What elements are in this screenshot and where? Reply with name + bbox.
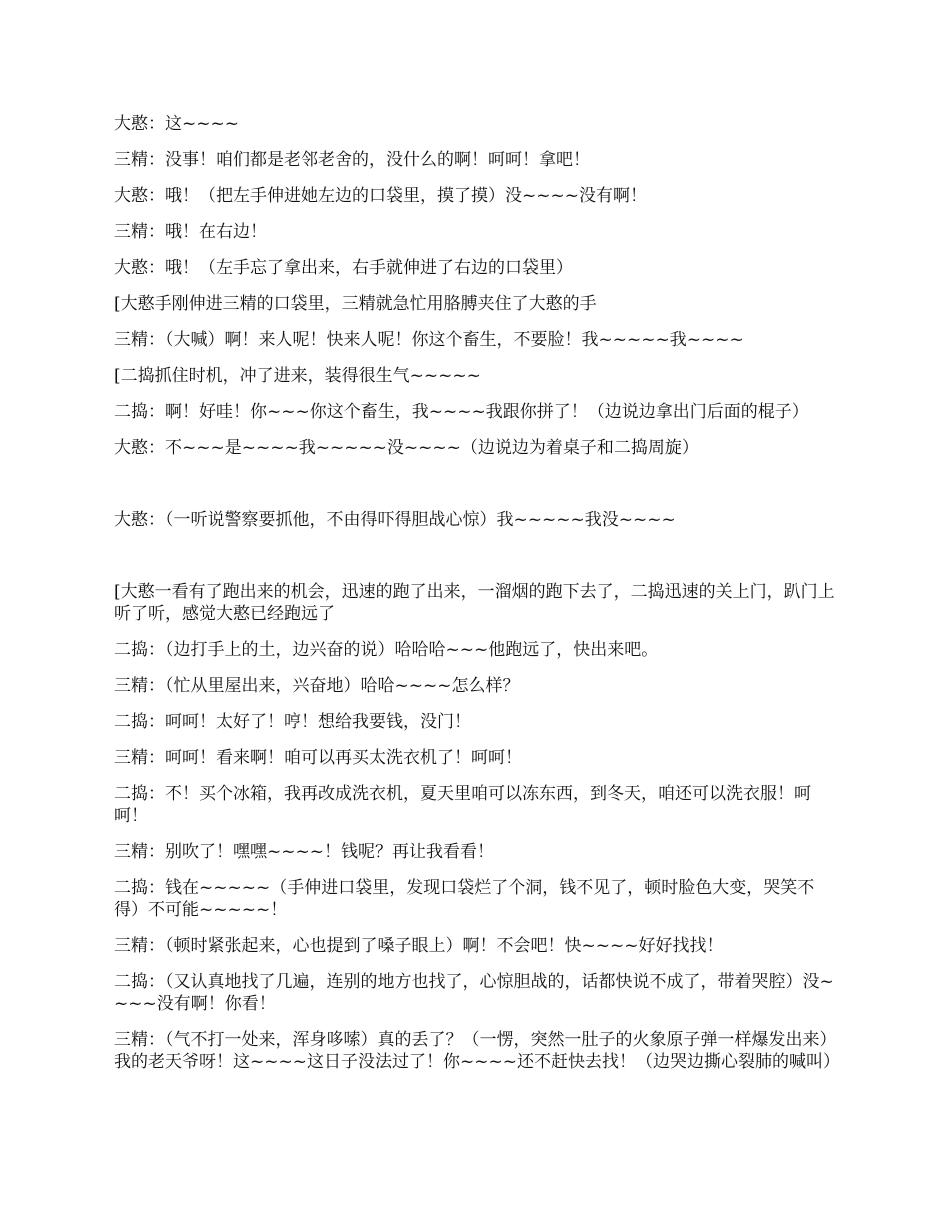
stage-direction: [二捣抓住时机，冲了进来，装得很生气~~~~~ bbox=[114, 366, 481, 386]
dialogue-line: 三精：呵呵！看来啊！咱可以再买太洗衣机了！呵呵！ bbox=[114, 748, 522, 768]
dialogue-line: 大憨：（一听说警察要抓他，不由得吓得胆战心惊）我~~~~~我没~~~~ bbox=[114, 510, 676, 530]
dialogue-line: 二捣：（又认真地找了几遍，连别的地方也找了，心惊胆战的，话都快说不成了，带着哭腔）没~~~~没有啊！你看！ bbox=[114, 972, 834, 1014]
dialogue-line: 大憨：哦！（把左手伸进她左边的口袋里，摸了摸）没~~~~没有啊！ bbox=[114, 186, 647, 206]
dialogue-line: 三精：（忙从里屋出来，兴奋地）哈哈~~~~怎么样？ bbox=[114, 676, 520, 696]
blank-gap bbox=[114, 473, 838, 509]
dialogue-line: 三精：哦！在右边！ bbox=[114, 222, 267, 242]
dialogue-line: 二捣：钱在~~~~~（手伸进口袋里，发现口袋烂了个洞，钱不见了，顿时脸色大变，哭笑不得）不可能~~~~~！ bbox=[114, 878, 815, 920]
script-body bbox=[114, 113, 838, 1087]
dialogue-line: 二捣：不！买个冰箱，我再改成洗衣机，夏天里咱可以冻东西，到冬天，咱还可以洗衣服！呵呵！ bbox=[114, 784, 811, 826]
dialogue-line: 大憨：这~~~~ bbox=[114, 114, 239, 134]
dialogue-line: 三精：别吹了！嘿嘿~~~~！钱呢？再让我看看！ bbox=[114, 842, 494, 862]
dialogue-line: 三精：没事！咱们都是老邻老舍的，没什么的啊！呵呵！拿吧！ bbox=[114, 150, 590, 170]
blank-gap bbox=[114, 545, 838, 581]
dialogue-line: 大憨：哦！（左手忘了拿出来，右手就伸进了右边的口袋里） bbox=[114, 258, 573, 278]
dialogue-line: 二捣：（边打手上的土，边兴奋的说）哈哈哈~~~他跑远了，快出来吧。 bbox=[114, 640, 659, 660]
dialogue-line: 大憨：不~~~是~~~~我~~~~~没~~~~（边说边为着桌子和二捣周旋） bbox=[114, 438, 699, 458]
dialogue-line: 三精：（顿时紧张起来，心也提到了嗓子眼上）啊！不会吧！快~~~~好好找找！ bbox=[114, 936, 724, 956]
stage-direction: [大憨一看有了跑出来的机会，迅速的跑了出来，一溜烟的跑下去了，二捣迅速的关上门，趴门上听了听，感觉大憨已经跑远了 bbox=[114, 582, 835, 624]
dialogue-line: 二捣：啊！好哇！你~~~你这个畜生，我~~~~我跟你拼了！（边说边拿出门后面的棍子） bbox=[114, 402, 809, 422]
dialogue-line: 三精：（大喊）啊！来人呢！快来人呢！你这个畜生，不要脸！我~~~~~我~~~~ bbox=[114, 330, 744, 350]
stage-direction: [大憨手刚伸进三精的口袋里，三精就急忙用胳膊夹住了大憨的手 bbox=[114, 294, 597, 314]
dialogue-line: 三精：（气不打一处来，浑身哆嗦）真的丢了？（一愣，突然一肚子的火象原子弹一样爆发出来）我的老天爷呀！这~~~~这日子没法过了！你~~~~还不赶快去找！（边哭边撕心裂肺的喊叫） bbox=[114, 1030, 840, 1072]
dialogue-line: 二捣：呵呵！太好了！哼！想给我要钱，没门！ bbox=[114, 712, 471, 732]
